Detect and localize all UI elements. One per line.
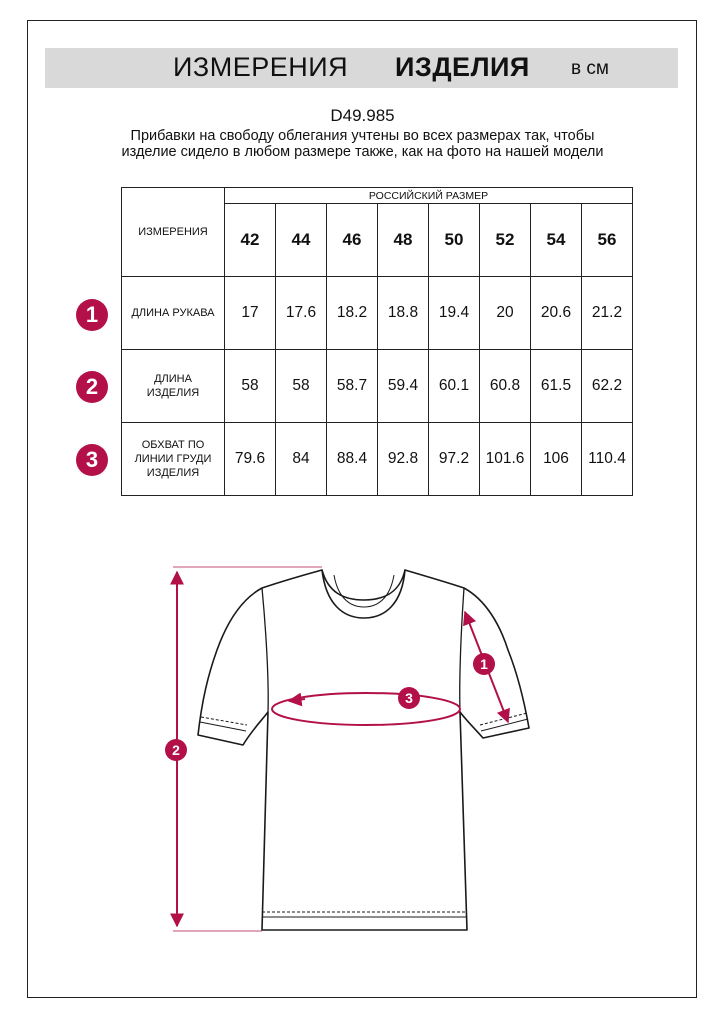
table-cell: 60.8 xyxy=(480,350,531,423)
table-cell: 84 xyxy=(276,423,327,496)
size-header: 42 xyxy=(225,204,276,277)
row-number-badge: 3 xyxy=(76,444,108,476)
table-cell: 58 xyxy=(276,350,327,423)
table-cell: 97.2 xyxy=(429,423,480,496)
table-cell: 59.4 xyxy=(378,350,429,423)
table-cell: 60.1 xyxy=(429,350,480,423)
table-cell: 17 xyxy=(225,277,276,350)
table-cell: 61.5 xyxy=(531,350,582,423)
row-number-badge: 1 xyxy=(76,299,108,331)
table-cell: 79.6 xyxy=(225,423,276,496)
measure-header: ИЗМЕРЕНИЯ xyxy=(122,188,225,277)
table-cell: 92.8 xyxy=(378,423,429,496)
marker-sleeve: 1 xyxy=(480,656,488,672)
table-cell: 18.2 xyxy=(327,277,378,350)
size-header: 48 xyxy=(378,204,429,277)
diagram-markers xyxy=(165,653,495,761)
size-header: 50 xyxy=(429,204,480,277)
tshirt-outline xyxy=(198,570,529,930)
size-header: 46 xyxy=(327,204,378,277)
title-item: ИЗДЕЛИЯ xyxy=(395,52,530,82)
row-number-badge: 2 xyxy=(76,371,108,403)
table-cell: 62.2 xyxy=(582,350,633,423)
table-cell: 21.2 xyxy=(582,277,633,350)
table-cell: 58.7 xyxy=(327,350,378,423)
chest-ellipse xyxy=(272,693,460,725)
size-header: 56 xyxy=(582,204,633,277)
table-cell: 58 xyxy=(225,350,276,423)
table-cell: 110.4 xyxy=(582,423,633,496)
table-cell: 101.6 xyxy=(480,423,531,496)
table-cell: 88.4 xyxy=(327,423,378,496)
measurement-guides xyxy=(173,567,508,931)
row-label-length: ДЛИНА ИЗДЕЛИЯ xyxy=(122,350,225,423)
size-header: 52 xyxy=(480,204,531,277)
row-label-chest: ОБХВАТ ПО ЛИНИИ ГРУДИ ИЗДЕЛИЯ xyxy=(122,423,225,496)
table-cell: 20 xyxy=(480,277,531,350)
title-unit: в см xyxy=(571,58,609,79)
title-measurements: ИЗМЕРЕНИЯ xyxy=(173,52,349,82)
table-cell: 17.6 xyxy=(276,277,327,350)
table-cell: 20.6 xyxy=(531,277,582,350)
row-label-sleeve: ДЛИНА РУКАВА xyxy=(122,277,225,350)
table-cell: 19.4 xyxy=(429,277,480,350)
marker-length: 2 xyxy=(172,742,180,758)
size-header: 44 xyxy=(276,204,327,277)
size-group-header: РОССИЙСКИЙ РАЗМЕР xyxy=(225,188,633,204)
fit-note: Прибавки на свободу облегания учтены во всех размерах так, чтобы изделие сидело в любом размере также, как на фото на нашей модели xyxy=(121,128,604,160)
size-header: 54 xyxy=(531,204,582,277)
article-code: D49.985 xyxy=(330,106,395,125)
marker-chest: 3 xyxy=(405,690,413,706)
table-cell: 106 xyxy=(531,423,582,496)
table-cell: 18.8 xyxy=(378,277,429,350)
